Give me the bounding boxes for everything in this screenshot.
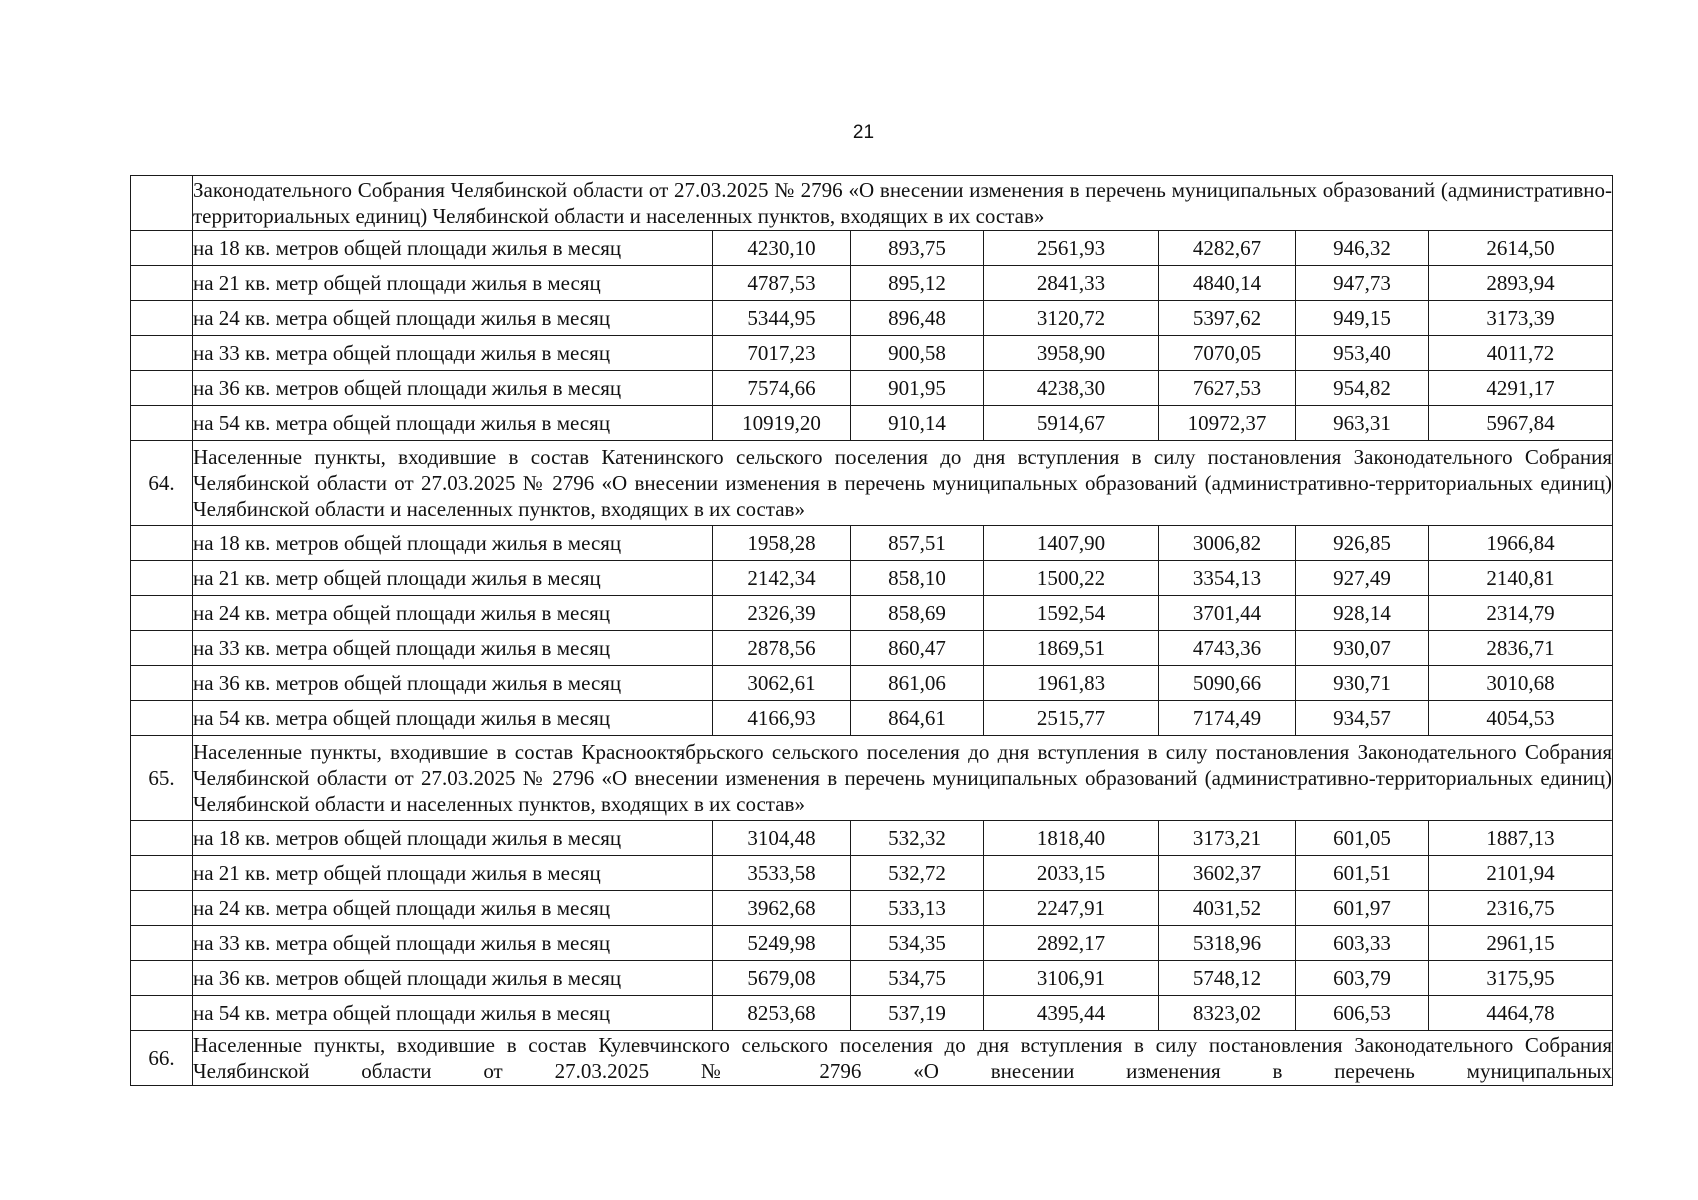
value-cell: 3354,13 [1159,561,1296,596]
value-cell: 1966,84 [1429,526,1613,561]
value-cell: 532,32 [851,821,984,856]
value-cell: 601,97 [1296,891,1429,926]
value-cell: 3010,68 [1429,666,1613,701]
value-cell: 7627,53 [1159,371,1296,406]
value-cell: 7017,23 [713,336,851,371]
value-cell: 900,58 [851,336,984,371]
section-header-row [131,441,1613,526]
section-number: 65. [131,736,193,821]
value-cell: 2326,39 [713,596,851,631]
value-cell: 2892,17 [984,926,1159,961]
value-cell: 2316,75 [1429,891,1613,926]
value-cell: 1500,22 [984,561,1159,596]
value-cell: 2314,79 [1429,596,1613,631]
value-cell: 934,57 [1296,701,1429,736]
value-cell: 2878,56 [713,631,851,666]
row-number-cell [131,596,193,631]
tariff-table [130,175,1613,1086]
value-cell: 532,72 [851,856,984,891]
value-cell: 2033,15 [984,856,1159,891]
row-label: на 21 кв. метр общей площади жилья в месяц [193,561,713,596]
value-cell: 930,07 [1296,631,1429,666]
value-cell: 896,48 [851,301,984,336]
value-cell: 4054,53 [1429,701,1613,736]
value-cell: 5914,67 [984,406,1159,441]
table-row [131,336,1613,371]
section-title: Населенные пункты, входившие в состав Кулевчинского сельского поселения до дня вступления в силу постановления Законодательного Собрания Челябинской области от 27.03.2025 № 2796 «О внесении изменения в перечень муниципальных [193,1031,1613,1086]
row-number-cell [131,891,193,926]
row-number-cell [131,266,193,301]
value-cell: 2961,15 [1429,926,1613,961]
value-cell: 930,71 [1296,666,1429,701]
row-number-cell [131,856,193,891]
value-cell: 3958,90 [984,336,1159,371]
row-label: на 36 кв. метров общей площади жилья в месяц [193,666,713,701]
value-cell: 1592,54 [984,596,1159,631]
row-label: на 18 кв. метров общей площади жилья в месяц [193,821,713,856]
value-cell: 901,95 [851,371,984,406]
table-row [131,926,1613,961]
value-cell: 3106,91 [984,961,1159,996]
row-number-cell [131,996,193,1031]
value-cell: 910,14 [851,406,984,441]
table-row [131,666,1613,701]
value-cell: 3104,48 [713,821,851,856]
value-cell: 4743,36 [1159,631,1296,666]
row-label: на 36 кв. метров общей площади жилья в месяц [193,961,713,996]
value-cell: 4787,53 [713,266,851,301]
table-row [131,561,1613,596]
value-cell: 601,51 [1296,856,1429,891]
value-cell: 4395,44 [984,996,1159,1031]
value-cell: 2893,94 [1429,266,1613,301]
value-cell: 4238,30 [984,371,1159,406]
value-cell: 860,47 [851,631,984,666]
value-cell: 858,69 [851,596,984,631]
value-cell: 3175,95 [1429,961,1613,996]
value-cell: 949,15 [1296,301,1429,336]
section-number: 66. [131,1031,193,1086]
value-cell: 2836,71 [1429,631,1613,666]
section-title: Населенные пункты, входившие в состав Катенинского сельского поселения до дня вступления в силу постановления Законодательного Собрания Челябинской области от 27.03.2025 № 2796 «О внесении изменения в перечень муниципальных образований (административно-территориальных единиц) Челябинской области и населенных пунктов, входящих в их состав» [193,441,1613,526]
value-cell: 861,06 [851,666,984,701]
value-cell: 4840,14 [1159,266,1296,301]
value-cell: 5679,08 [713,961,851,996]
value-cell: 603,79 [1296,961,1429,996]
value-cell: 5090,66 [1159,666,1296,701]
value-cell: 928,14 [1296,596,1429,631]
value-cell: 2841,33 [984,266,1159,301]
row-number-cell [131,336,193,371]
value-cell: 4011,72 [1429,336,1613,371]
row-number-cell [131,666,193,701]
section-header-row [131,1031,1613,1086]
row-label: на 21 кв. метр общей площади жилья в месяц [193,266,713,301]
section-number: 64. [131,441,193,526]
row-number-cell [131,301,193,336]
value-cell: 2247,91 [984,891,1159,926]
table-row [131,856,1613,891]
table-row [131,891,1613,926]
row-number-cell [131,821,193,856]
row-number-cell [131,526,193,561]
value-cell: 3701,44 [1159,596,1296,631]
value-cell: 947,73 [1296,266,1429,301]
value-cell: 4230,10 [713,231,851,266]
value-cell: 895,12 [851,266,984,301]
table-row [131,961,1613,996]
value-cell: 5249,98 [713,926,851,961]
row-label: на 18 кв. метров общей площади жилья в месяц [193,526,713,561]
row-label: на 54 кв. метра общей площади жилья в месяц [193,406,713,441]
value-cell: 946,32 [1296,231,1429,266]
row-number-cell [131,176,193,231]
value-cell: 1869,51 [984,631,1159,666]
row-label: на 33 кв. метра общей площади жилья в месяц [193,336,713,371]
value-cell: 864,61 [851,701,984,736]
value-cell: 8323,02 [1159,996,1296,1031]
value-cell: 3602,37 [1159,856,1296,891]
value-cell: 4464,78 [1429,996,1613,1031]
value-cell: 537,19 [851,996,984,1031]
value-cell: 1818,40 [984,821,1159,856]
row-number-cell [131,631,193,666]
row-label: на 54 кв. метра общей площади жилья в месяц [193,996,713,1031]
value-cell: 4282,67 [1159,231,1296,266]
value-cell: 534,75 [851,961,984,996]
continuation-text: Законодательного Собрания Челябинской области от 27.03.2025 № 2796 «О внесении изменения в перечень муниципальных образований (административно-территориальных единиц) Челябинской области и населенных пунктов, входящих в их состав» [193,176,1613,231]
value-cell: 1961,83 [984,666,1159,701]
row-label: на 24 кв. метра общей площади жилья в месяц [193,301,713,336]
value-cell: 8253,68 [713,996,851,1031]
table-row [131,631,1613,666]
value-cell: 601,05 [1296,821,1429,856]
row-label: на 24 кв. метра общей площади жилья в месяц [193,891,713,926]
value-cell: 533,13 [851,891,984,926]
value-cell: 7070,05 [1159,336,1296,371]
value-cell: 893,75 [851,231,984,266]
value-cell: 858,10 [851,561,984,596]
row-label: на 24 кв. метра общей площади жилья в месяц [193,596,713,631]
value-cell: 857,51 [851,526,984,561]
value-cell: 2515,77 [984,701,1159,736]
value-cell: 1407,90 [984,526,1159,561]
value-cell: 10972,37 [1159,406,1296,441]
row-label: на 36 кв. метров общей площади жилья в месяц [193,371,713,406]
page-number: 21 [852,122,875,143]
row-label: на 33 кв. метра общей площади жилья в месяц [193,631,713,666]
value-cell: 2614,50 [1429,231,1613,266]
value-cell: 2561,93 [984,231,1159,266]
value-cell: 963,31 [1296,406,1429,441]
value-cell: 3120,72 [984,301,1159,336]
value-cell: 5344,95 [713,301,851,336]
value-cell: 2101,94 [1429,856,1613,891]
value-cell: 4166,93 [713,701,851,736]
row-label: на 18 кв. метров общей площади жилья в месяц [193,231,713,266]
section-title: Населенные пункты, входившие в состав Краснооктябрьского сельского поселения до дня вступления в силу постановления Законодательного Собрания Челябинской области от 27.03.2025 № 2796 «О внесении изменения в перечень муниципальных образований (административно-территориальных единиц) Челябинской области и населенных пунктов, входящих в их состав» [193,736,1613,821]
value-cell: 606,53 [1296,996,1429,1031]
table-row [131,526,1613,561]
row-number-cell [131,371,193,406]
row-number-cell [131,406,193,441]
value-cell: 7174,49 [1159,701,1296,736]
value-cell: 3062,61 [713,666,851,701]
row-label: на 54 кв. метра общей площади жилья в месяц [193,701,713,736]
value-cell: 4291,17 [1429,371,1613,406]
value-cell: 534,35 [851,926,984,961]
table-row [131,371,1613,406]
value-cell: 3173,21 [1159,821,1296,856]
section-header-row [131,736,1613,821]
value-cell: 5397,62 [1159,301,1296,336]
table-row [131,701,1613,736]
row-label: на 21 кв. метр общей площади жилья в месяц [193,856,713,891]
value-cell: 10919,20 [713,406,851,441]
table-row [131,406,1613,441]
value-cell: 603,33 [1296,926,1429,961]
table-row [131,996,1613,1031]
row-number-cell [131,561,193,596]
row-number-cell [131,701,193,736]
value-cell: 4031,52 [1159,891,1296,926]
continuation-header-row [131,176,1613,231]
value-cell: 954,82 [1296,371,1429,406]
table-row [131,231,1613,266]
row-number-cell [131,926,193,961]
row-number-cell [131,231,193,266]
value-cell: 3962,68 [713,891,851,926]
value-cell: 927,49 [1296,561,1429,596]
value-cell: 926,85 [1296,526,1429,561]
table-row [131,301,1613,336]
value-cell: 1958,28 [713,526,851,561]
value-cell: 953,40 [1296,336,1429,371]
table-row [131,266,1613,301]
row-number-cell [131,961,193,996]
value-cell: 1887,13 [1429,821,1613,856]
value-cell: 7574,66 [713,371,851,406]
value-cell: 2142,34 [713,561,851,596]
value-cell: 2140,81 [1429,561,1613,596]
value-cell: 5967,84 [1429,406,1613,441]
row-label: на 33 кв. метра общей площади жилья в месяц [193,926,713,961]
value-cell: 3006,82 [1159,526,1296,561]
table-row [131,596,1613,631]
value-cell: 5318,96 [1159,926,1296,961]
value-cell: 3533,58 [713,856,851,891]
value-cell: 5748,12 [1159,961,1296,996]
value-cell: 3173,39 [1429,301,1613,336]
table-row [131,821,1613,856]
